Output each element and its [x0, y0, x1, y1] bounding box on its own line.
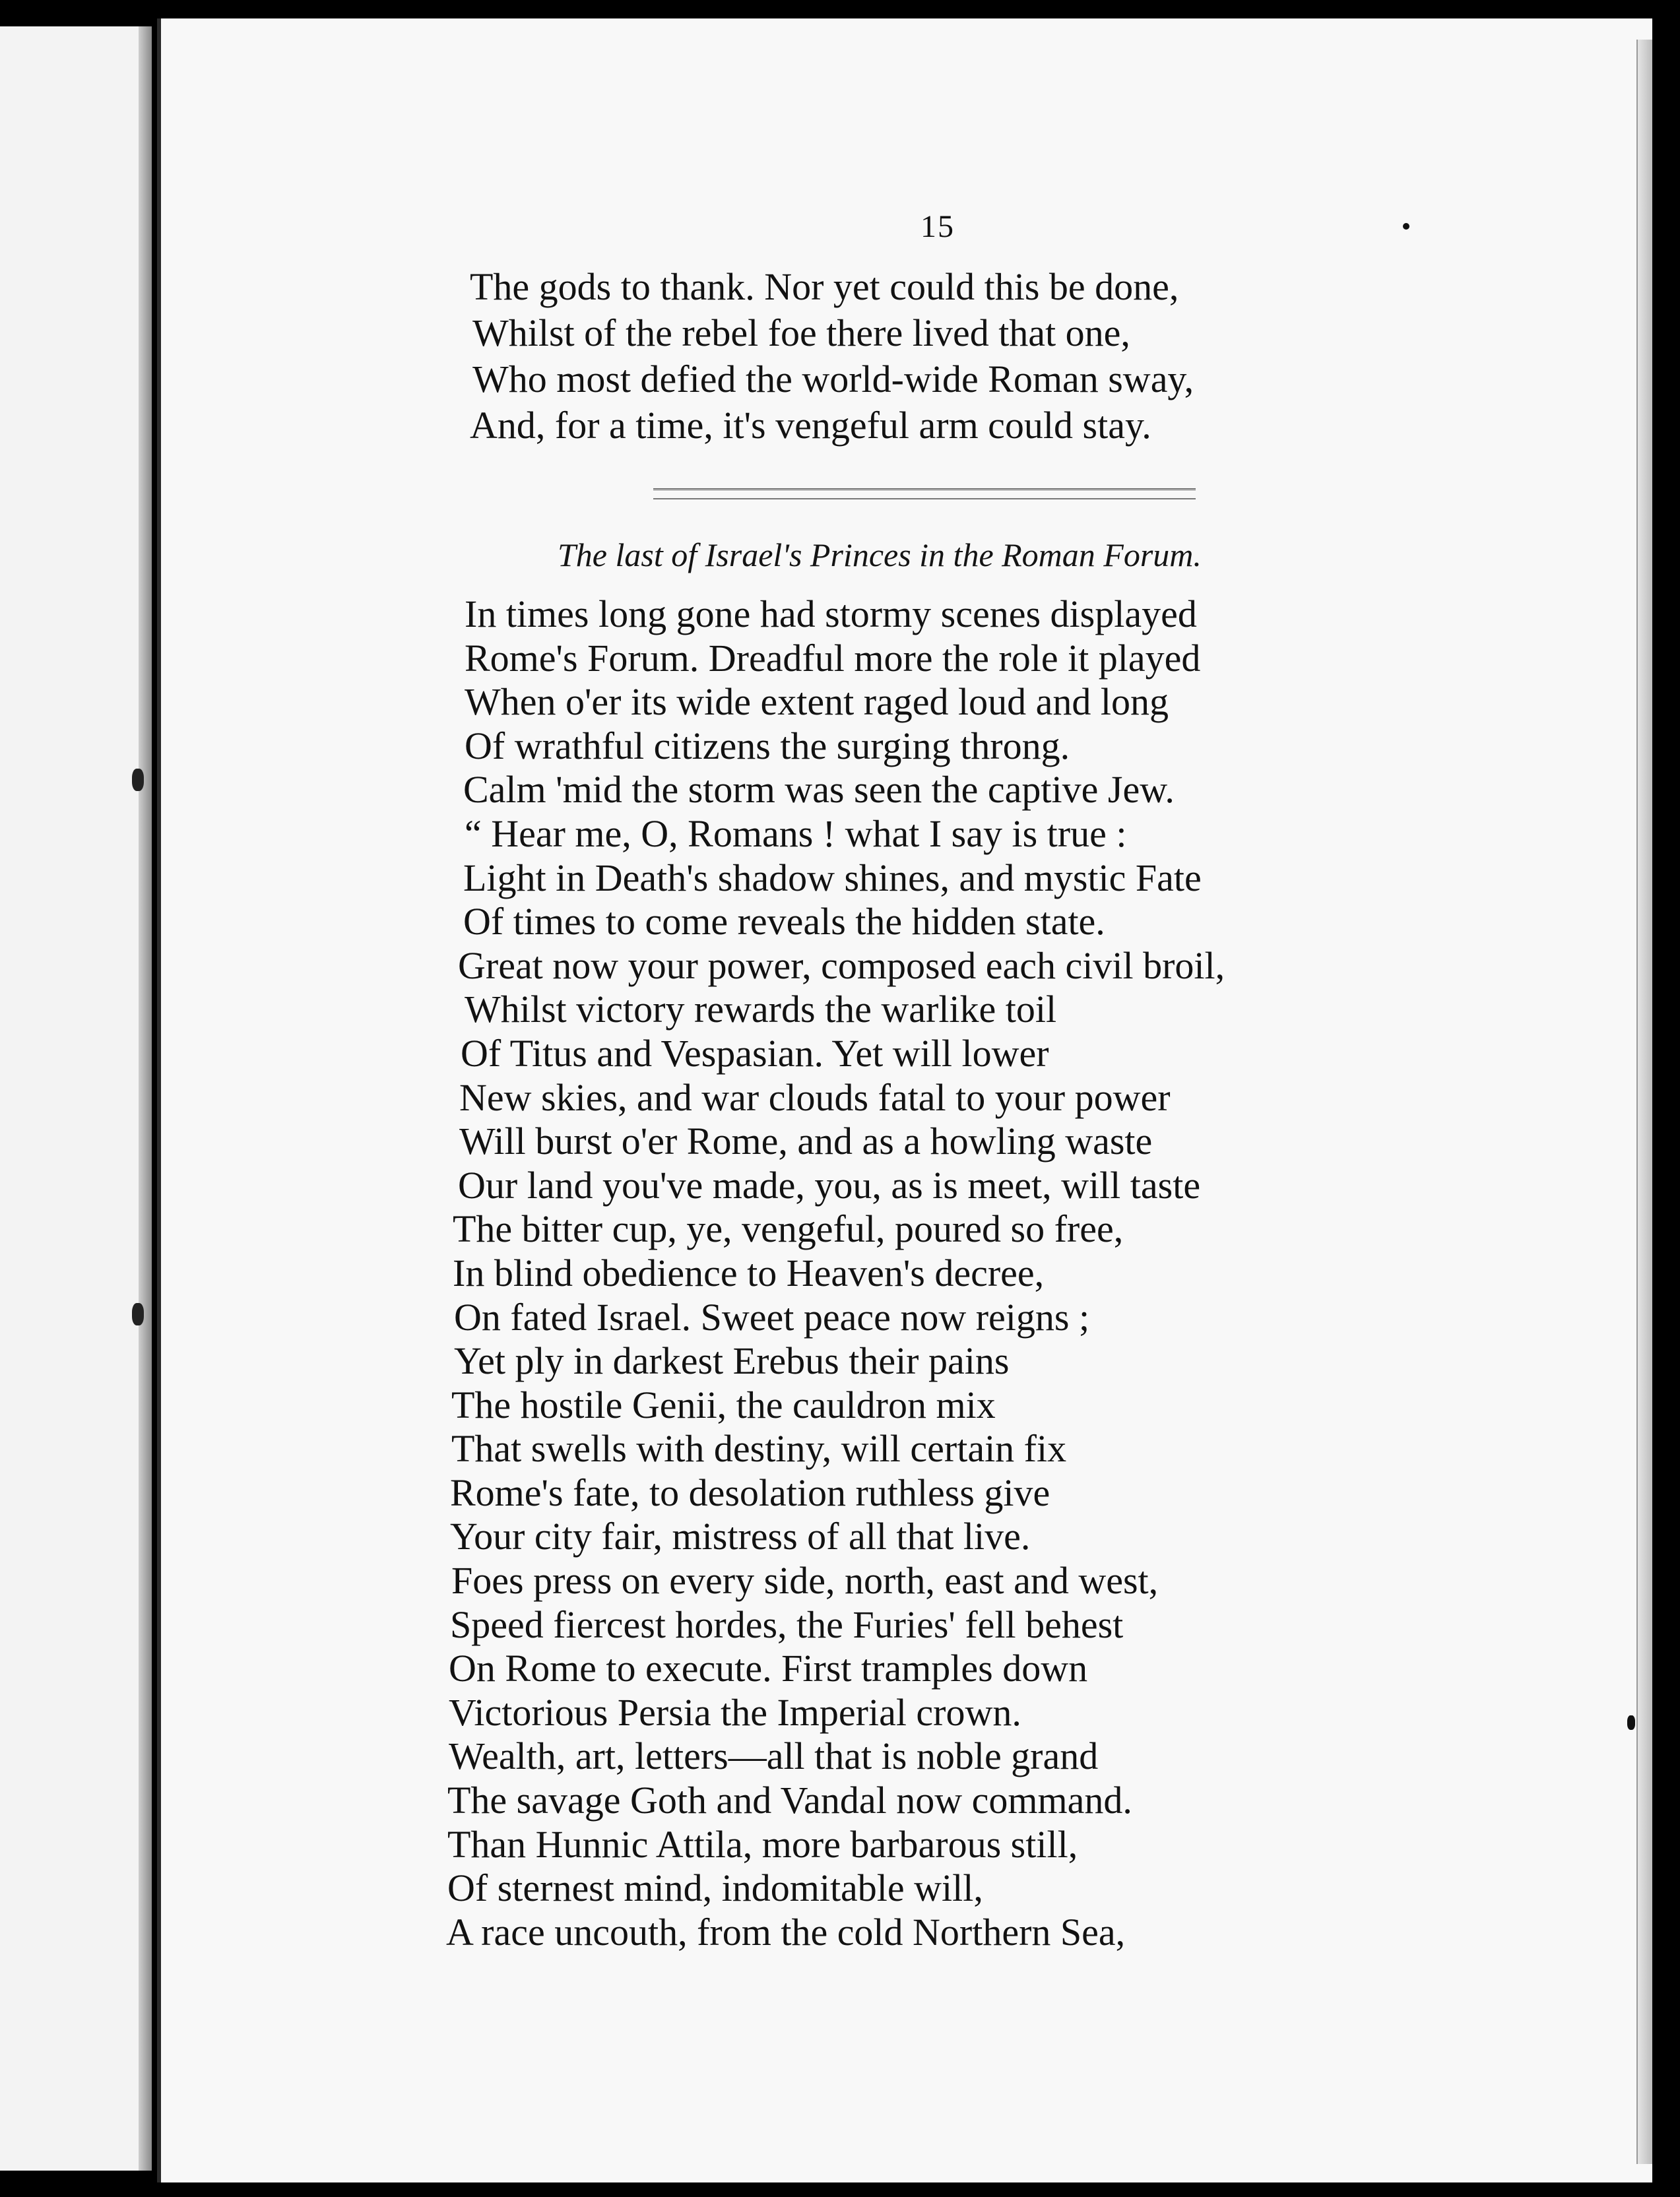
verse-line: “ Hear me, O, Romans ! what I say is true :: [465, 812, 1127, 855]
verse-line: Of times to come reveals the hidden state.: [463, 900, 1105, 943]
book-gutter: [139, 26, 152, 2171]
stray-mark: [1403, 223, 1409, 230]
verse-line: In blind obedience to Heaven's decree,: [453, 1251, 1045, 1294]
binding-staple: [132, 1303, 144, 1325]
verse-line: Victorious Persia the Imperial crown.: [449, 1690, 1021, 1734]
section-title: The last of Israel's Princes in the Roman Forum.: [558, 536, 1202, 573]
page-number: 15: [921, 209, 955, 244]
verse-line: Will burst o'er Rome, and as a howling waste: [459, 1120, 1153, 1163]
verse-line: In times long gone had stormy scenes displayed: [465, 592, 1197, 635]
stray-mark: [1627, 1715, 1635, 1730]
verse-line: And, for a time, it's vengeful arm could stay.: [470, 404, 1151, 447]
page-edge: [1636, 40, 1652, 2164]
verse-line: A race uncouth, from the cold Northern Sea,: [446, 1910, 1126, 1954]
verse-line: The gods to thank. Nor yet could this be done,: [470, 265, 1179, 308]
verse-line: Yet ply in darkest Erebus their pains: [454, 1339, 1010, 1383]
verse-line: Calm 'mid the storm was seen the captive Jew.: [463, 768, 1175, 812]
binding-staple: [132, 769, 144, 791]
verse-line: Wealth, art, letters—all that is noble grand: [449, 1735, 1099, 1778]
verse-line: Of Titus and Vespasian. Yet will lower: [461, 1031, 1049, 1075]
verse-line: New skies, and war clouds fatal to your power: [459, 1075, 1171, 1119]
verse-line: Foes press on every side, north, east and west,: [451, 1559, 1159, 1603]
verse-line: The hostile Genii, the cauldron mix: [451, 1383, 996, 1426]
facing-left-page: [0, 26, 146, 2171]
verse-line: Than Hunnic Attila, more barbarous still,: [447, 1822, 1078, 1866]
verse-line: The savage Goth and Vandal now command.: [447, 1779, 1132, 1822]
verse-line: That swells with destiny, will certain fix: [451, 1427, 1067, 1471]
verse-line: Our land you've made, you, as is meet, will taste: [458, 1163, 1201, 1207]
verse-line: Whilst of the rebel foe there lived that one,: [472, 311, 1130, 354]
verse-line: Of wrathful citizens the surging throng.: [465, 724, 1070, 767]
verse-line: Your city fair, mistress of all that live.: [450, 1515, 1031, 1558]
verse-line: The bitter cup, ye, vengeful, poured so free,: [453, 1207, 1124, 1251]
verse-line: Speed fiercest hordes, the Furies' fell behest: [450, 1603, 1124, 1646]
opening-stanza: [470, 264, 1194, 449]
verse-line: Of sternest mind, indomitable will,: [447, 1866, 983, 1910]
verse-line: Who most defied the world-wide Roman sway,: [472, 358, 1194, 400]
poem-body: [446, 592, 1225, 1954]
verse-line: On Rome to execute. First tramples down: [449, 1647, 1088, 1690]
verse-line: Whilst victory rewards the warlike toil: [465, 988, 1057, 1031]
verse-line: Light in Death's shadow shines, and mystic Fate: [463, 856, 1202, 899]
section-divider: [653, 488, 1196, 499]
verse-line: When o'er its wide extent raged loud and long: [465, 680, 1169, 724]
verse-line: Rome's Forum. Dreadful more the role it played: [465, 636, 1201, 680]
verse-line: On fated Israel. Sweet peace now reigns ;: [454, 1295, 1090, 1339]
verse-line: Rome's fate, to desolation ruthless give: [450, 1471, 1050, 1514]
verse-line: Great now your power, composed each civil broil,: [458, 943, 1225, 987]
